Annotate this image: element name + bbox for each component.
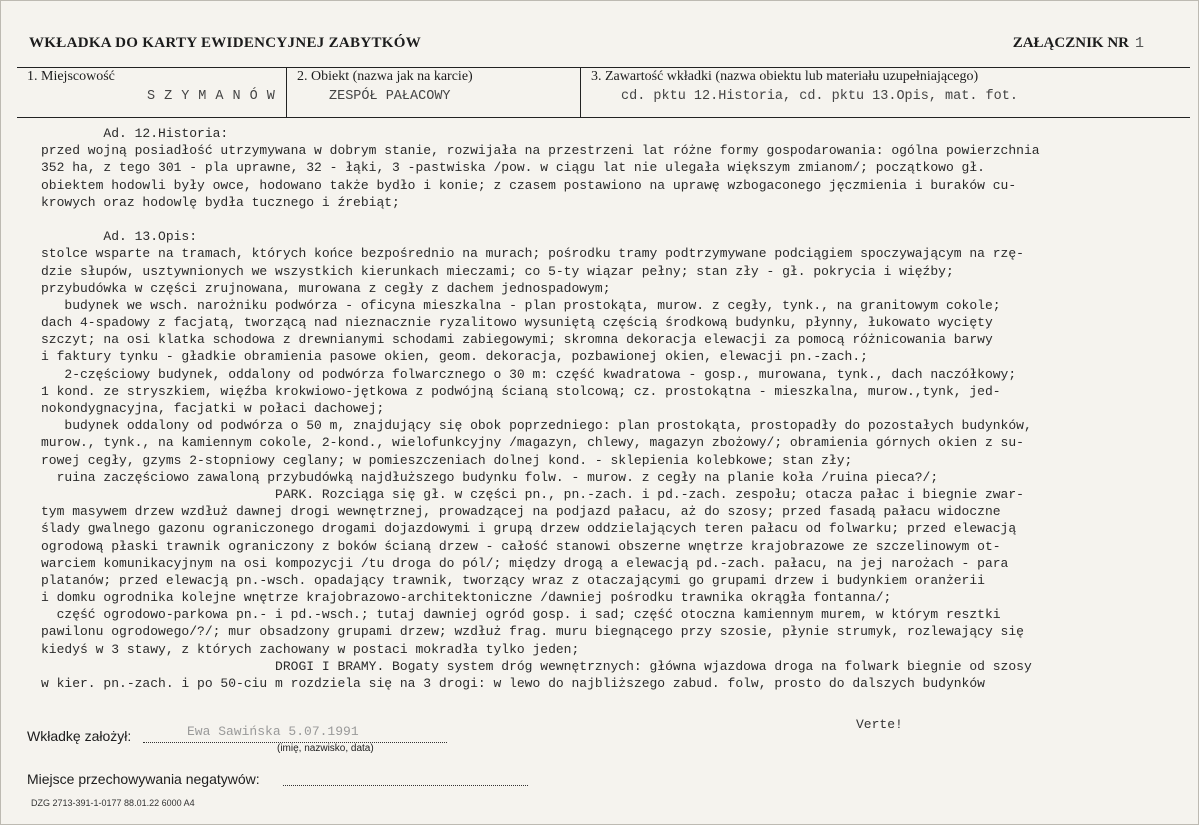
- text-line: nokondygnacyjna, facjatki w połaci dachowej;: [41, 401, 385, 416]
- text-line: w kier. pn.-zach. i po 50-ciu m rozdziela się na 3 drogi: w lewo do najbliższego zabud. folw, prosto do dalszych budynków: [41, 676, 985, 691]
- text-line: Ad. 13.Opis:: [41, 229, 198, 245]
- contents-label: 3. Zawartość wkładki (nazwa obiektu lub materiału uzupełniającego): [591, 69, 979, 84]
- text-line: rowej cegły, gzyms 2-stopniowy ceglany; w pomieszczeniach dolnej kond. - sklepienia kolebkowe; stan zły;: [41, 452, 853, 468]
- created-by-value: Ewa Sawińska 5.07.1991: [187, 724, 359, 739]
- print-code: DZG 2713-391-1-0177 88.01.22 6000 A4: [31, 798, 195, 808]
- created-by-caption: (imię, nazwisko, data): [277, 743, 374, 754]
- text-line: część ogrodowo-parkowa pn.- i pd.-wsch.; tutaj dawniej ogród gosp. i sad; część otoczna kamiennym murem, w którym resztki: [41, 607, 1001, 623]
- location-value: SZYMANÓW: [147, 89, 284, 104]
- text-line: pawilonu ogrodowego/?/; mur obsadzony grupami drzew; wzdłuż frag. muru biegnącego przy szosie, płynie strumyk, rozlewający się: [41, 624, 1024, 640]
- text-line: kiedyś w 3 stawy, z których zachowany w postaci mokradła tylko jeden;: [41, 641, 580, 657]
- text-line: warciem komunikacyjnym na osi kompozycji /tu droga do pól/; między drogą a elewacją pd.-zach. pałacu, na jej narożach - para: [41, 555, 1009, 571]
- object-label: 2. Obiekt (nazwa jak na karcie): [297, 69, 473, 84]
- text-line: i faktury tynku - gładkie obramienia pasowe okien, geom. dekoracja, pozbawionej okien, elewacji pn.-zach.;: [41, 349, 868, 365]
- text-line: budynek oddalony od podwórza o 50 m, znajdujący się obok poprzedniego: plan prostokąta, prostopadły do pozostałych budynków,: [41, 418, 1032, 434]
- text-line: dzie słupów, usztywnionych we wszystkich kierunkach mieczami; co 5-ty wiązar pełny; stan zły - gł. pokrycia i więźby;: [41, 263, 954, 279]
- text-line: i domku ogrodnika kolejne wnętrze krajobrazowo-architektoniczne /dawniej pośrodku trawnika okrągła fontanna/;: [41, 590, 892, 606]
- text-line: 352 ha, z tego 301 - pla uprawne, 32 - łąki, 3 -pastwiska /pow. w ciągu lat nie ulegała większym zmianom/; początkowo gł.: [41, 160, 985, 176]
- negatives-label: Miejsce przechowywania negatywów:: [27, 771, 260, 787]
- typed-description: [41, 125, 1186, 692]
- location-label: 1. Miejscowość: [27, 69, 115, 84]
- text-line: tym masywem drzew wzdłuż dawnej drogi wewnętrznej, prowadzącej na podjazd pałacu, aż do szosy; przed fasadą pałacu widoczne: [41, 504, 1001, 520]
- text-line: ruina zaczęściowo zawaloną przybudówką najdłuższego budynku folw. - murow. z cegły na planie koła /ruina pieca?/;: [41, 469, 939, 485]
- created-by-label: Wkładkę założył:: [27, 728, 132, 744]
- text-line: stolce wsparte na tramach, których końce bezpośrednio na murach; pośrodku tramy podtrzymywane podciągiem spoczywającym na rzę-: [41, 246, 1024, 262]
- text-line: obiektem hodowli były owce, hodowano także bydło i konie; z czasem postawiono na uprawę wzbogaconego jęczmienia i buraków cu-: [41, 177, 1017, 193]
- text-line: DROGI I BRAMY. Bogaty system dróg wewnętrznych: główna wjazdowa droga na folwark biegnie od szosy: [41, 658, 1032, 674]
- header-fields: [17, 67, 1190, 118]
- text-line: [41, 211, 1186, 228]
- text-line: murow., tynk., na kamiennym cokole, 2-kond., wielofunkcyjny /magazyn, chlewy, magazyn zbożowy/; obramienia górnych okien z su-: [41, 435, 1024, 451]
- text-line: budynek we wsch. narożniku podwórza - oficyna mieszkalna - plan prostokąta, murow. z cegły, tynk., na granitowym cokole;: [41, 297, 1001, 313]
- card-header: [17, 27, 1190, 68]
- text-line: ślady gwalnego gazonu ograniczonego drogami dojazdowymi i grupą drzew oddzielających teren pałacu od folwarku; przed elewacją: [41, 521, 1017, 537]
- annex-label-text: ZAŁĄCZNIK NR: [1012, 35, 1129, 51]
- negatives-line: [283, 785, 528, 786]
- verte-note: Verte!: [856, 717, 903, 732]
- text-line: Ad. 12.Historia:: [41, 126, 229, 141]
- text-line: 2-częściowy budynek, oddalony od podwórza folwarcznego o 30 m: część kwadratowa - gosp., murowana, tynk., dach naczółkowy;: [41, 366, 1017, 382]
- text-line: 1 kond. ze stryszkiem, więźba krokwiowo-jętkowa z podwójną ścianą stolcową; cz. prostokątna - mieszkalna, murow.,tynk, jed-: [41, 383, 1001, 399]
- field-contents: [581, 67, 1190, 117]
- text-line: szczyt; na osi klatka schodowa z drewnianymi schodami zabiegowymi; skromna dekoracja elewacji za pomocą różnicowania barwy: [41, 332, 993, 348]
- field-object: [287, 67, 581, 117]
- text-line: przybudówka w części zrujnowana, murowana z cegły z dachem jednospadowym;: [41, 280, 611, 296]
- card-title: WKŁADKA DO KARTY EWIDENCYJNEJ ZABYTKÓW: [29, 35, 422, 51]
- text-line: przed wojną posiadłość utrzymywana w dobrym stanie, rozwijała na przestrzeni lat różne formy gospodarowania: ogólna powierzchnia: [41, 143, 1040, 159]
- text-line: krowych oraz hodowlę bydła tucznego i źrebiąt;: [41, 194, 400, 210]
- text-line: PARK. Rozciąga się gł. w części pn., pn.-zach. i pd.-zach. zespołu; otacza pałac i biegnie zwar-: [41, 486, 1024, 502]
- annex-number: 1: [1134, 35, 1144, 52]
- contents-value: cd. pktu 12.Historia, cd. pktu 13.Opis, mat. fot.: [621, 89, 1018, 104]
- text-line: platanów; przed elewacją pn.-wsch. opadający trawnik, tworzący wraz z otaczającymi go grupami drzew i budynkiem oranżerii: [41, 572, 985, 588]
- annex-label: [1013, 35, 1144, 52]
- object-value: ZESPÓŁ PAŁACOWY: [329, 89, 451, 104]
- field-location: [17, 67, 287, 117]
- text-line: ogrodową płaski trawnik ograniczony z boków ścianą drzew - całość stanowi obszerne wnętrze krajobrazowe ze szczelinowym ot-: [41, 538, 1001, 554]
- text-line: dach 4-spadowy z facjatą, tworzącą nad nieznacznie ryzalitowo wysuniętą częścią środkową budynku, płynny, łukowato wycięty: [41, 315, 993, 331]
